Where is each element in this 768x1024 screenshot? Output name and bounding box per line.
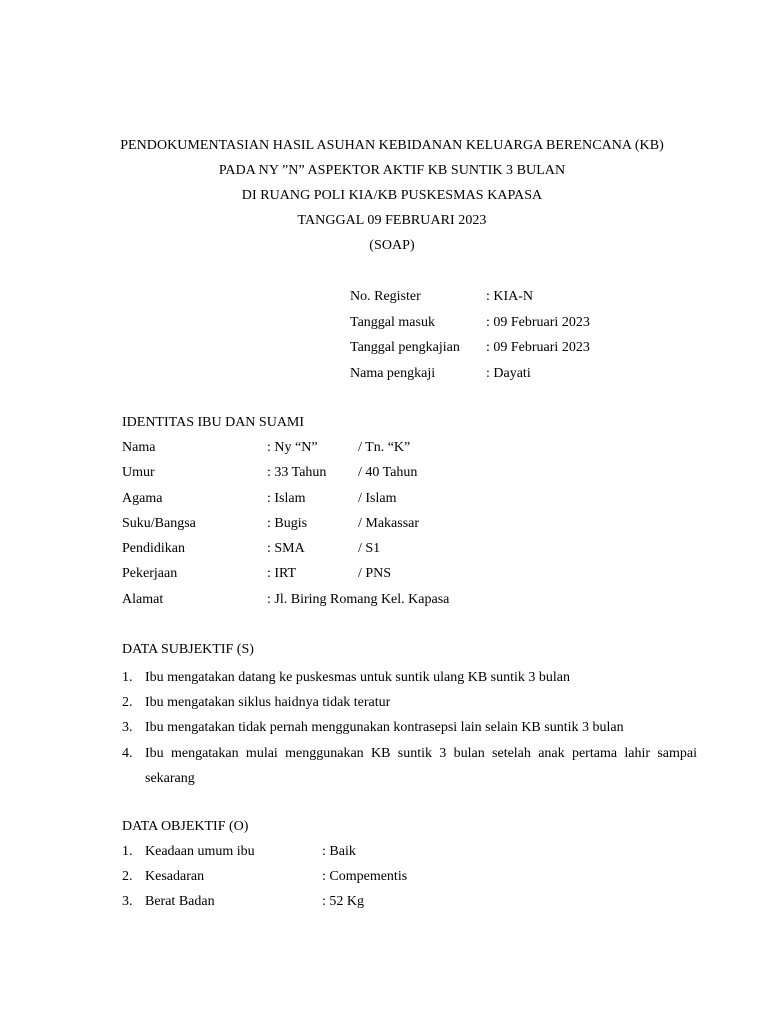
identitas-row-umur bbox=[122, 463, 697, 488]
list-item bbox=[122, 892, 697, 917]
identitas-row-suku-bangsa bbox=[122, 514, 697, 539]
identitas-suami: / S1 bbox=[358, 541, 381, 557]
identitas-label: Pendidikan bbox=[122, 541, 185, 557]
list-item bbox=[122, 690, 697, 715]
objektif-value: : Baik bbox=[322, 844, 356, 859]
info-value: : Dayati bbox=[486, 365, 531, 381]
title-line-4: TANGGAL 09 FEBRUARI 2023 bbox=[297, 213, 487, 228]
identitas-ibu: : Ny “N” bbox=[267, 440, 318, 455]
info-value: : 09 Februari 2023 bbox=[486, 340, 590, 355]
identitas-suami: / 40 Tahun bbox=[358, 465, 418, 481]
title-line-2: PADA NY ”N” ASPEKTOR AKTIF KB SUNTIK 3 BULAN bbox=[218, 163, 566, 178]
list-item-number: 1. bbox=[122, 670, 133, 685]
info-label: Nama pengkaji bbox=[350, 365, 436, 381]
info-label: Tanggal masuk bbox=[350, 314, 435, 330]
identitas-suami: / Makassar bbox=[358, 515, 420, 531]
identitas-row-agama bbox=[122, 489, 697, 514]
identitas-ibu: : Jl. Biring Romang Kel. Kapasa bbox=[267, 591, 450, 607]
objektif-heading: DATA OBJEKTIF (O) bbox=[122, 819, 249, 834]
list-item-text: Ibu mengatakan tidak pernah menggunakan kontrasepsi lain selain KB suntik 3 bulan bbox=[145, 720, 624, 736]
identitas-heading: IDENTITAS IBU DAN SUAMI bbox=[122, 415, 305, 430]
identitas-label: Suku/Bangsa bbox=[122, 515, 196, 531]
subjektif-heading: DATA SUBJEKTIF (S) bbox=[122, 642, 254, 657]
list-item-text: Ibu mengatakan datang ke puskesmas untuk suntik ulang KB suntik 3 bulan bbox=[145, 670, 570, 685]
objektif-label: Keadaan umum ibu bbox=[145, 844, 255, 859]
list-item-number: 4. bbox=[122, 745, 133, 761]
list-item-text: Ibu mengatakan siklus haidnya tidak teratur bbox=[145, 695, 391, 711]
identitas-label: Nama bbox=[122, 440, 156, 455]
info-row-tanggal-masuk bbox=[350, 313, 650, 339]
list-item-number: 1. bbox=[122, 844, 133, 859]
identitas-ibu: : Islam bbox=[267, 490, 306, 506]
identitas-label: Alamat bbox=[122, 591, 164, 607]
identitas-ibu: : Bugis bbox=[267, 515, 308, 531]
identitas-row-pekerjaan bbox=[122, 564, 697, 589]
list-item-text: Ibu mengatakan mulai menggunakan KB suntik 3 bulan setelah anak pertama lahir sampai sekarang bbox=[145, 745, 697, 786]
identitas-row-nama bbox=[122, 438, 697, 463]
list-item-number: 2. bbox=[122, 695, 133, 711]
title-line-5: (SOAP) bbox=[369, 238, 415, 253]
objektif-value: : 52 Kg bbox=[322, 894, 364, 910]
identitas-row-pendidikan bbox=[122, 539, 697, 564]
register-info bbox=[350, 287, 650, 389]
info-label: Tanggal pengkajian bbox=[350, 340, 460, 355]
info-row-register bbox=[350, 287, 650, 313]
objektif-label: Berat Badan bbox=[145, 894, 215, 910]
list-item-number: 3. bbox=[122, 894, 133, 910]
identitas-ibu: : 33 Tahun bbox=[267, 465, 327, 481]
list-item bbox=[122, 741, 697, 791]
list-item-number: 3. bbox=[122, 720, 133, 736]
objektif-value: : Compementis bbox=[322, 869, 408, 885]
identitas-ibu: : IRT bbox=[267, 566, 297, 582]
subjektif-section bbox=[122, 640, 697, 791]
title-line-1: PENDOKUMENTASIAN HASIL ASUHAN KEBIDANAN KELUARGA BERENCANA (KB) bbox=[120, 138, 664, 153]
identitas-label: Agama bbox=[122, 490, 163, 506]
list-item bbox=[122, 867, 697, 892]
identitas-row-alamat bbox=[122, 590, 697, 615]
info-row-tanggal-pengkajian bbox=[350, 338, 650, 364]
identitas-ibu: : SMA bbox=[267, 541, 305, 557]
objektif-label: Kesadaran bbox=[145, 869, 205, 885]
identitas-label: Pekerjaan bbox=[122, 566, 178, 582]
info-value: : 09 Februari 2023 bbox=[486, 314, 590, 330]
info-row-nama-pengkaji bbox=[350, 364, 650, 390]
identitas-section bbox=[122, 413, 697, 615]
document-title bbox=[0, 136, 768, 261]
info-label: No. Register bbox=[350, 289, 421, 304]
info-value: : KIA-N bbox=[486, 289, 534, 304]
list-item bbox=[122, 665, 697, 690]
objektif-section bbox=[122, 817, 697, 918]
list-item bbox=[122, 715, 697, 740]
list-item bbox=[122, 842, 697, 867]
identitas-suami: / PNS bbox=[358, 566, 392, 582]
list-item-number: 2. bbox=[122, 869, 133, 885]
identitas-suami: / Tn. “K” bbox=[358, 440, 411, 455]
title-line-3: DI RUANG POLI KIA/KB PUSKESMAS KAPASA bbox=[241, 188, 543, 203]
identitas-label: Umur bbox=[122, 465, 155, 481]
identitas-suami: / Islam bbox=[358, 490, 397, 506]
